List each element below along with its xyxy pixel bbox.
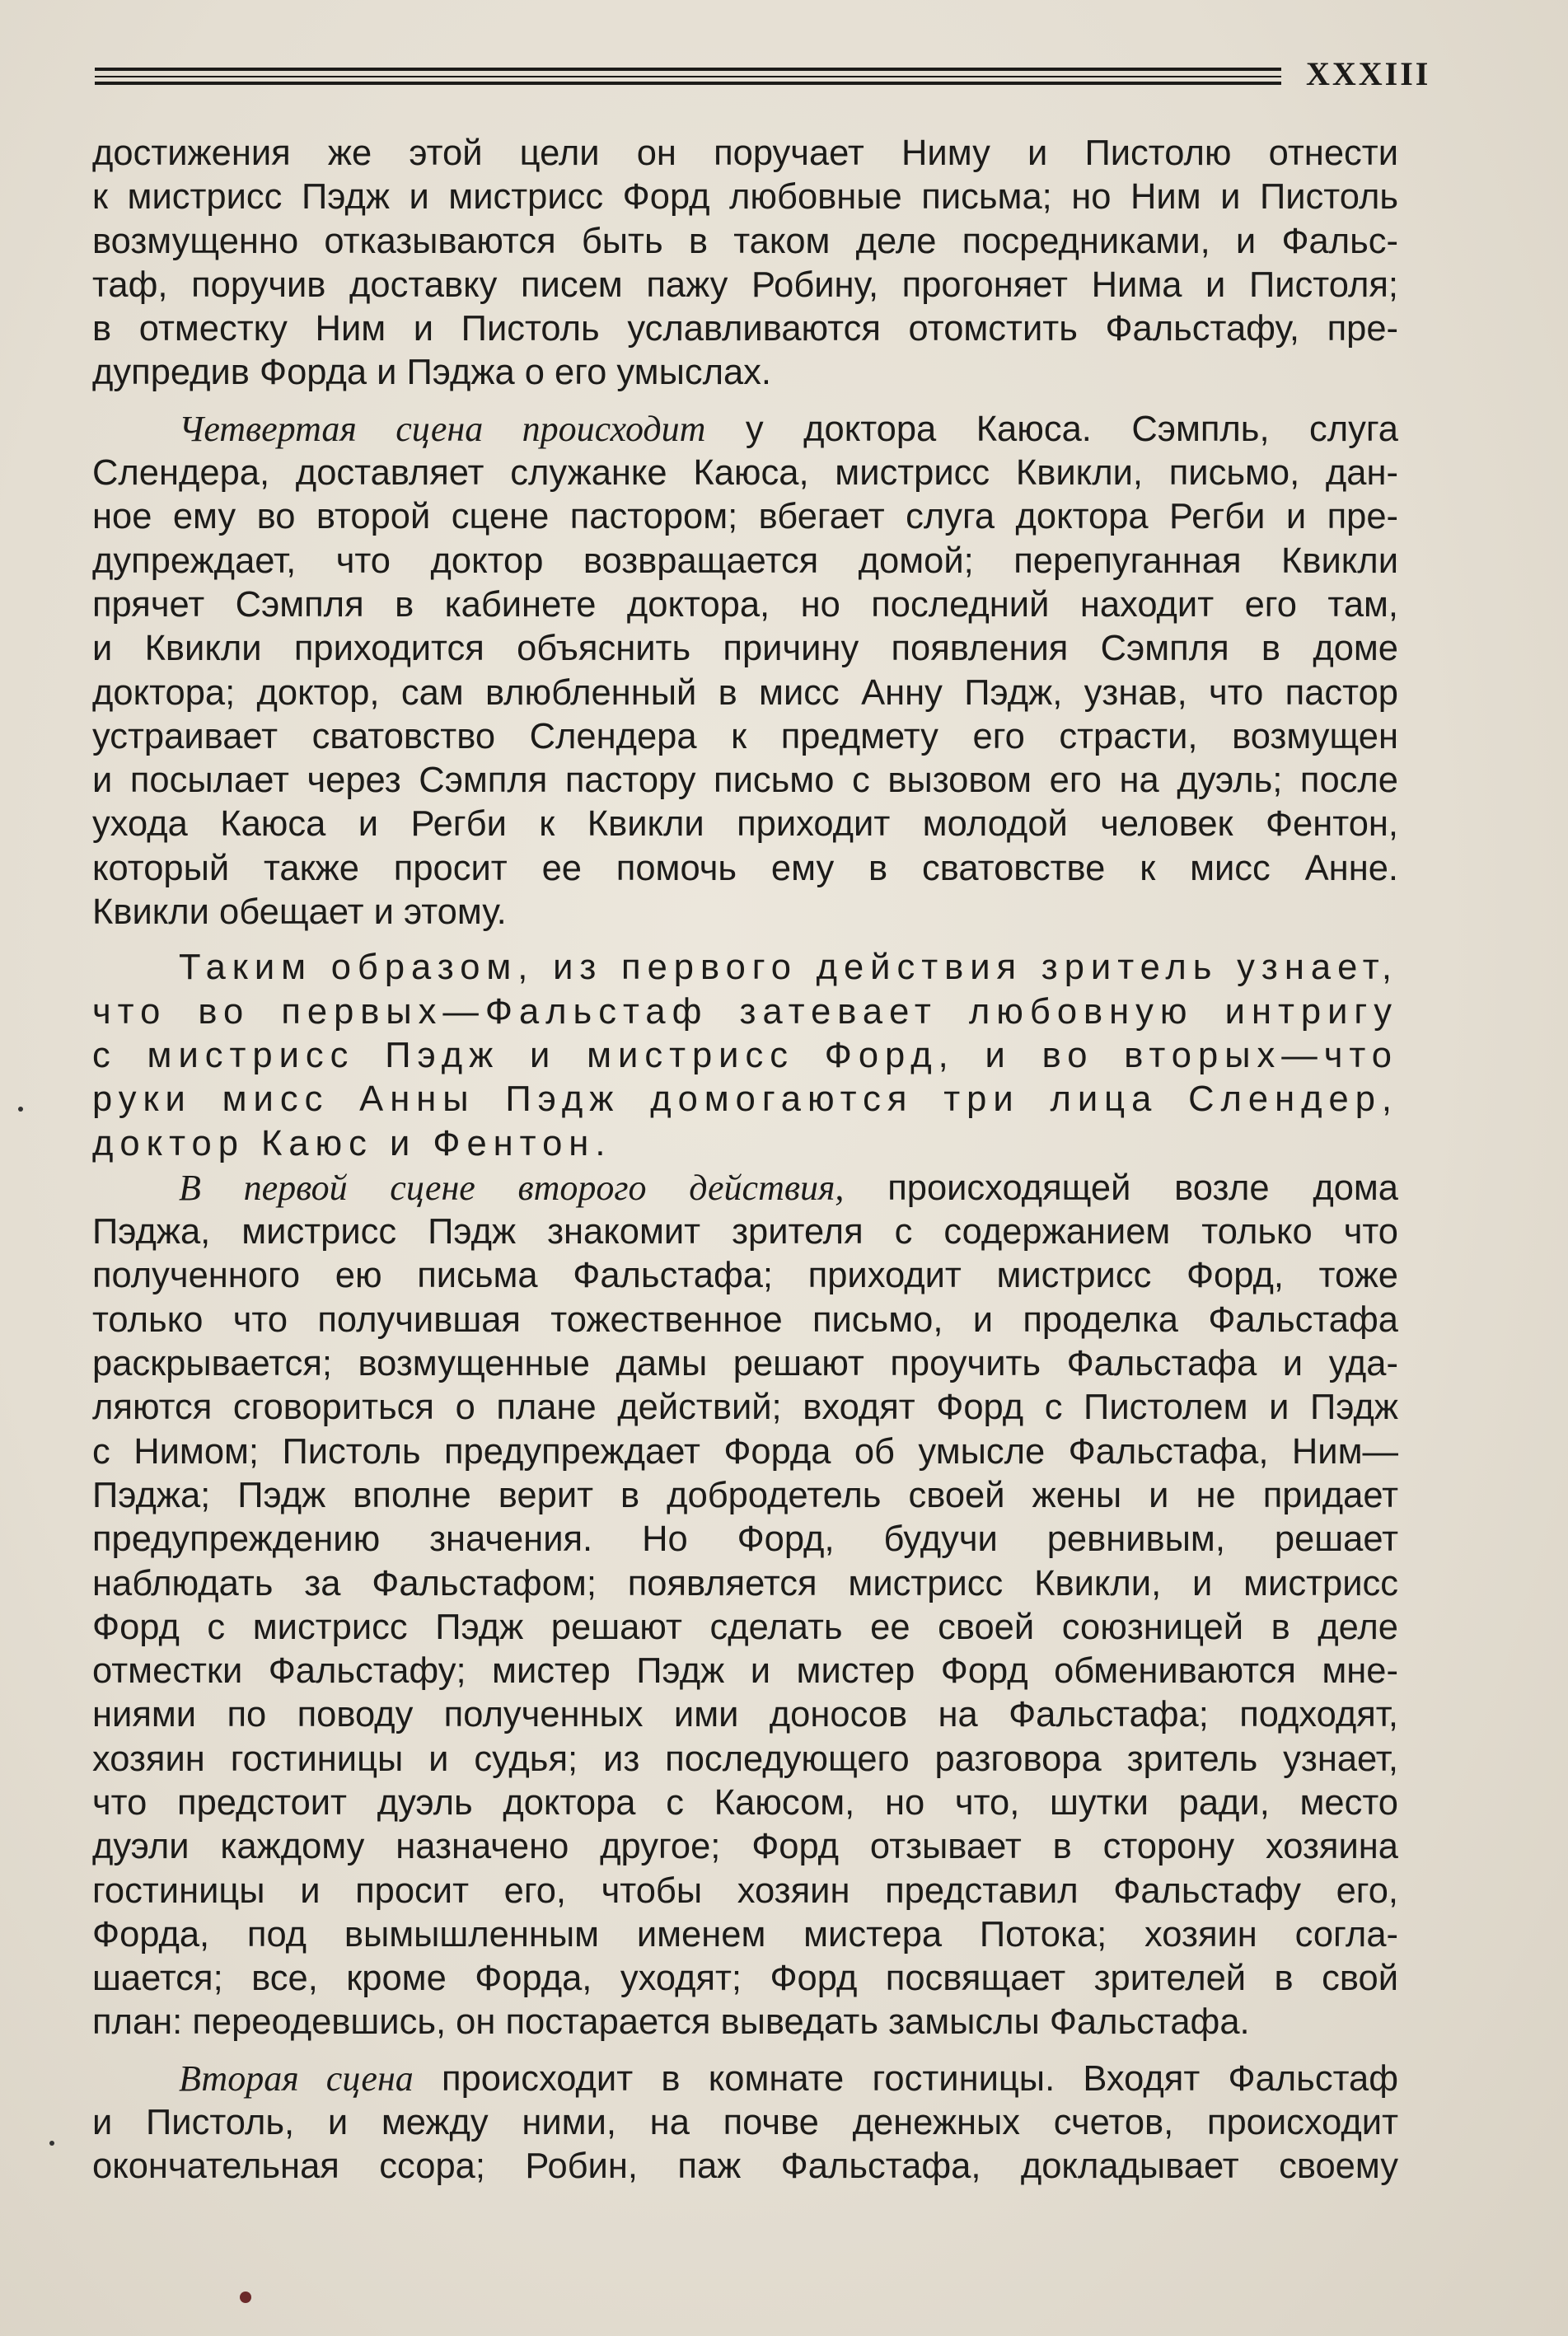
text-line: что во первых—Фальстаф затевает любовную интригу bbox=[92, 991, 1398, 1032]
text-line bbox=[92, 2057, 1398, 2101]
text-line: полученного ею письма Фальстафа; приходит мистрисс Форд, тоже bbox=[92, 1256, 1398, 1296]
italic-lead: В первой сцене второго действия, bbox=[179, 1167, 845, 1208]
text-line: шается; все, кроме Форда, уходят; Форд посвящает зрителей в свой bbox=[92, 1959, 1398, 1999]
text-line: руки мисс Анны Пэдж домогаются три лица Слендер, bbox=[92, 1079, 1398, 1120]
text-line: который также просит ее помочь ему в сватовстве к мисс Анне. bbox=[92, 848, 1398, 888]
text-line: дупреждает, что доктор возвращается домой; перепуганная Квикли bbox=[92, 541, 1398, 581]
text-line: отместки Фальстафу; мистер Пэдж и мистер Форд обмениваются мне- bbox=[92, 1651, 1398, 1692]
page-number: XXXIII bbox=[1306, 55, 1431, 92]
text-line: и Пистоль, и между ними, на почве денежных счетов, происходит bbox=[92, 2103, 1398, 2143]
text-line: прячет Сэмпля в кабинете доктора, но последний находит его там, bbox=[92, 584, 1398, 625]
text-line: окончательная ссора; Робин, паж Фальстафа, докладывает своему bbox=[92, 2146, 1398, 2187]
text-line: гостиницы и просит его, чтобы хозяин представил Фальстафу его, bbox=[92, 1870, 1398, 1911]
text-line: предупреждению значения. Но Форд, будучи ревнивым, решает bbox=[92, 1519, 1398, 1560]
text-run: происходящей возле дома bbox=[844, 1168, 1398, 1208]
text-line: наблюдать за Фальстафом; появляется мистрисс Квикли, и мистрисс bbox=[92, 1563, 1398, 1603]
text-line: Квикли обещает и этому. bbox=[92, 892, 507, 933]
text-line: ухода Каюса и Регби к Квикли приходит молодой человек Фентон, bbox=[92, 804, 1398, 845]
header-rule bbox=[95, 68, 1281, 71]
text-run: у доктора Каюса. Сэмпль, слуга bbox=[705, 409, 1398, 449]
text-line: Форда, под вымышленным именем мистера Потока; хозяин согла- bbox=[92, 1914, 1398, 1954]
italic-lead: Четвертая сцена происходит bbox=[179, 408, 706, 449]
text-line bbox=[92, 407, 1398, 452]
text-line: дупредив Форда и Пэджа о его умыслах. bbox=[92, 353, 772, 393]
text-line: с мистрисс Пэдж и мистрисс Форд, и во вторых—что bbox=[92, 1035, 1398, 1075]
paragraph-spaced bbox=[92, 946, 1398, 1165]
header-rule bbox=[95, 82, 1281, 85]
text-line: таф, поручив доставку писем пажу Робину, прогоняет Нима и Пистоля; bbox=[92, 264, 1398, 305]
text-line: Пэджа, мистрисс Пэдж знакомит зрителя с содержанием только что bbox=[92, 1212, 1398, 1252]
text-line: что предстоит дуэль доктора с Каюсом, но что, шутки ради, место bbox=[92, 1782, 1398, 1823]
text-line: Таким образом, из первого действия зритель узнает, bbox=[179, 948, 1398, 988]
text-line: возмущенно отказываются быть в таком деле посредниками, и Фальс- bbox=[92, 221, 1398, 261]
header-rule bbox=[95, 76, 1281, 77]
paragraph bbox=[92, 2057, 1398, 2189]
text-line: ниями по поводу полученных ими доносов на Фальстафа; подходят, bbox=[92, 1695, 1398, 1735]
text-line: в отместку Ним и Пистоль уславливаются отомстить Фальстафу, пре- bbox=[92, 309, 1398, 349]
text-line: раскрывается; возмущенные дамы решают проучить Фальстафа и уда- bbox=[92, 1344, 1398, 1384]
page-header bbox=[95, 54, 1431, 104]
paragraph bbox=[92, 407, 1398, 935]
text-line: и посылает через Сэмпля пастору письмо с вызовом его на дуэль; после bbox=[92, 761, 1398, 801]
text-line: Слендера, доставляет служанке Каюса, мистрисс Квикли, письмо, дан- bbox=[92, 453, 1398, 494]
text-line: доктор Каюс и Фентон. bbox=[92, 1123, 612, 1163]
paragraph bbox=[92, 1166, 1398, 2045]
text-line: дуэли каждому назначено другое; Форд отзывает в сторону хозяина bbox=[92, 1827, 1398, 1867]
text-line: к мистрисс Пэдж и мистрисс Форд любовные письма; но Ним и Пистоль bbox=[92, 177, 1398, 218]
ink-speck bbox=[49, 2141, 54, 2146]
paragraph bbox=[92, 132, 1398, 396]
text-line: план: переодевшись, он постарается выведать замыслы Фальстафа. bbox=[92, 2002, 1250, 2043]
text-line: только что получившая тожественное письмо, и проделка Фальстафа bbox=[92, 1299, 1398, 1340]
text-line: Форд с мистрисс Пэдж решают сделать ее своей союзницей в деле bbox=[92, 1607, 1398, 1647]
text-line: с Нимом; Пистоль предупреждает Форда об умысле Фальстафа, Ним— bbox=[92, 1431, 1398, 1472]
text-line: и Квикли приходится объяснить причину появления Сэмпля в доме bbox=[92, 629, 1398, 669]
text-line: Пэджа; Пэдж вполне верит в добродетель своей жены и не придает bbox=[92, 1475, 1398, 1515]
body-text bbox=[92, 132, 1398, 2189]
ink-speck bbox=[18, 1107, 23, 1112]
text-line: ляются сговориться о плане действий; входят Форд с Пистолем и Пэдж bbox=[92, 1388, 1398, 1428]
text-line bbox=[92, 1166, 1398, 1210]
text-line: доктора; доктор, сам влюбленный в мисс Анну Пэдж, узнав, что пастор bbox=[92, 672, 1398, 713]
text-line: достижения же этой цели он поручает Ниму и Пистолю отнести bbox=[92, 133, 1398, 173]
text-line: ное ему во второй сцене пастором; вбегает слуга доктора Регби и пре- bbox=[92, 497, 1398, 537]
text-run: происходит в комнате гостиницы. Входят Фальстаф bbox=[413, 2058, 1399, 2099]
italic-lead: Вторая сцена bbox=[179, 2057, 414, 2099]
text-line: устраивает сватовство Слендера к предмету его страсти, возмущен bbox=[92, 716, 1398, 756]
text-line: хозяин гостиницы и судья; из последующего разговора зритель узнает, bbox=[92, 1739, 1398, 1779]
ink-speck bbox=[240, 2292, 251, 2303]
